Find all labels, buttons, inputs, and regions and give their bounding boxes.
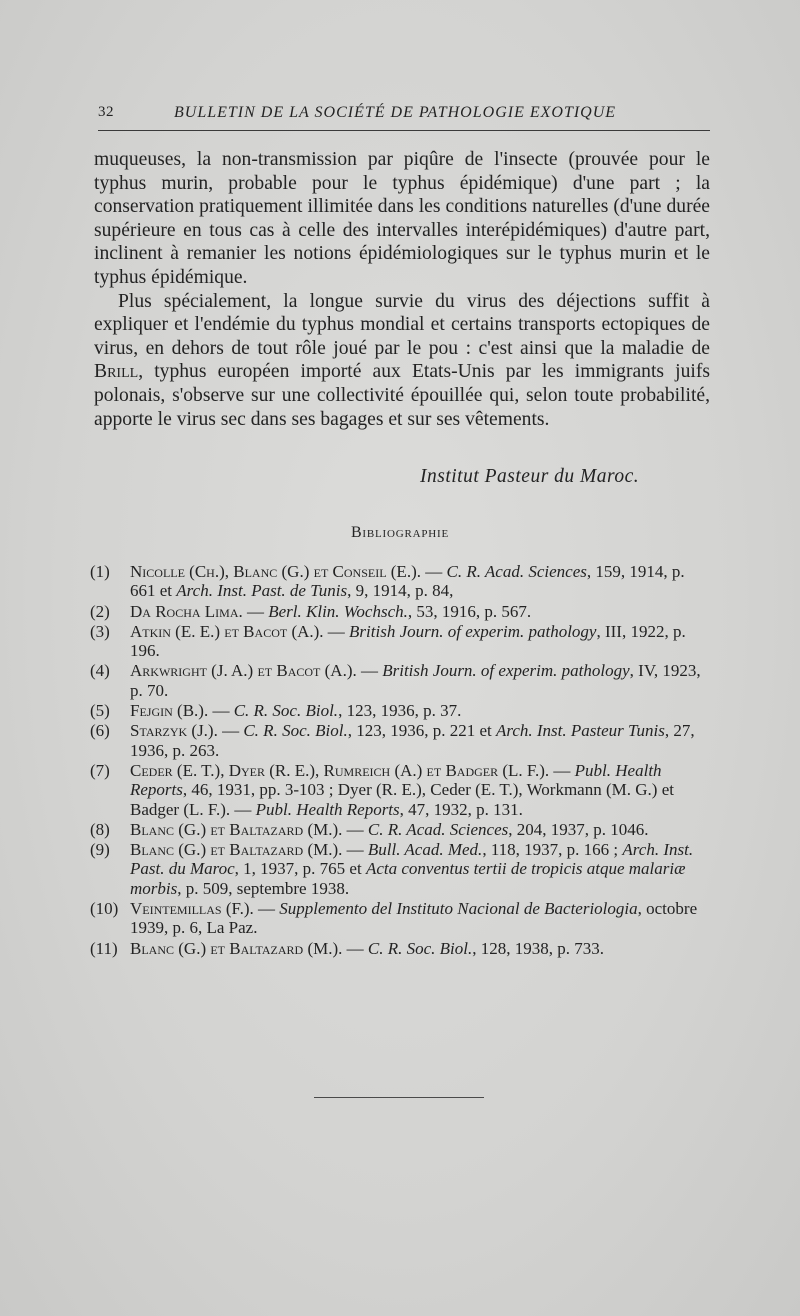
reference-item bbox=[90, 820, 712, 839]
reference-number: (8) bbox=[90, 819, 110, 839]
reference-journal: Publ. Health Reports bbox=[130, 760, 662, 800]
reference-journal: Bull. Acad. Med. bbox=[367, 840, 483, 860]
reference-details-2: , 1, 1937, p. 765 et bbox=[234, 859, 366, 879]
reference-details-2: , 9, 1914, p. 84, bbox=[347, 581, 454, 601]
reference-details: , 128, 1938, p. 733. bbox=[472, 938, 604, 958]
paragraph-2-name: Brill bbox=[94, 361, 139, 383]
reference-authors: Blanc (G.) et Baltazard (M.). — bbox=[130, 819, 368, 839]
header-rule bbox=[98, 130, 710, 131]
reference-number: (7) bbox=[90, 760, 110, 780]
paragraph-2-before: Plus spécialement, la longue survie du virus des déjections suffit à expliquer et l'endémie du typhus mondial et certains transports ectopiques de virus, en dehors de tout rôle joué par le pou : c'est ainsi que la maladie de bbox=[94, 290, 710, 359]
end-rule bbox=[314, 1097, 484, 1098]
reference-details-2: , 27, 1936, p. 263. bbox=[130, 721, 695, 760]
paragraph-1: muqueuses, la non-transmission par piqûre de l'insecte (prouvée pour le typhus murin, probable pour le typhus épidémique) d'une part ; la conservation pratiquement illimitée dans les conditions naturelles (d'une durée supérieure en tous cas à celle des intervalles interépidémiques) d'autre part, inclinent à remanier les notions épidémiologiques sur le typhus murin et le typhus épidémique. bbox=[94, 149, 710, 288]
reference-journal-2: Publ. Health Reports bbox=[255, 799, 400, 819]
reference-details: , 46, 1931, pp. 3-103 ; Dyer (R. E.), Ceder (E. T.), Workmann (M. G.) et Badger (L. F.). — bbox=[130, 780, 674, 819]
reference-number: (1) bbox=[90, 562, 110, 581]
reference-details: , 123, 1936, p. 221 et bbox=[347, 721, 496, 741]
body-text bbox=[94, 148, 710, 431]
reference-item bbox=[90, 602, 712, 621]
reference-item bbox=[90, 840, 712, 898]
reference-details: , 159, 1914, p. 661 et bbox=[130, 562, 685, 601]
reference-item bbox=[90, 701, 712, 720]
reference-number: (4) bbox=[90, 661, 110, 681]
reference-authors: Blanc (G.) et Baltazard (M.). — bbox=[130, 938, 368, 958]
reference-authors: Da Rocha Lima. — bbox=[130, 601, 269, 621]
reference-journal: British Journ. of experim. pathology bbox=[349, 621, 597, 641]
reference-number: (3) bbox=[90, 621, 110, 641]
reference-item bbox=[90, 761, 712, 819]
reference-journal: C. R. Soc. Biol. bbox=[243, 721, 348, 741]
reference-journal-3: Acta conventus tertii de tropicis atque malariæ morbis bbox=[130, 859, 686, 898]
bibliography-heading: Bibliographie bbox=[350, 524, 450, 541]
reference-details: , IV, 1923, p. 70. bbox=[130, 661, 701, 700]
reference-item bbox=[90, 661, 712, 700]
reference-journal-2: Arch. Inst. Past. de Tunis bbox=[176, 581, 348, 601]
reference-journal: C. R. Acad. Sciences bbox=[446, 562, 587, 581]
reference-authors: Blanc (G.) et Baltazard (M.). — bbox=[130, 840, 368, 860]
page-header bbox=[98, 104, 710, 130]
reference-item bbox=[90, 939, 712, 958]
reference-details-3: , p. 509, septembre 1938. bbox=[177, 878, 350, 898]
reference-authors: Nicolle (Ch.), Blanc (G.) et Conseil (E.). — bbox=[130, 562, 447, 581]
page-number: 32 bbox=[98, 104, 114, 120]
reference-item bbox=[90, 562, 712, 601]
reference-item bbox=[90, 899, 712, 938]
reference-details-2: , 47, 1932, p. 131. bbox=[399, 799, 523, 819]
reference-authors: Atkin (E. E.) et Bacot (A.). — bbox=[130, 621, 350, 641]
reference-journal: Berl. Klin. Wochsch. bbox=[268, 601, 408, 621]
reference-item bbox=[90, 622, 712, 661]
reference-authors: Starzyk (J.). — bbox=[130, 721, 244, 741]
reference-details: , 53, 1916, p. 567. bbox=[407, 601, 532, 621]
reference-number: (6) bbox=[90, 721, 110, 741]
reference-journal: British Journ. of experim. pathology bbox=[382, 661, 630, 681]
reference-authors: Veintemillas (F.). — bbox=[130, 899, 280, 919]
reference-details: , 204, 1937, p. 1046. bbox=[508, 819, 649, 839]
reference-journal: C. R. Soc. Biol. bbox=[233, 701, 339, 721]
reference-journal-2: Arch. Inst. Pasteur Tunis bbox=[495, 721, 665, 741]
running-head: BULLETIN DE LA SOCIÉTÉ DE PATHOLOGIE EXOTIQUE bbox=[174, 104, 617, 121]
reference-authors: Arkwright (J. A.) et Bacot (A.). — bbox=[130, 661, 383, 681]
reference-journal: Supplemento del Instituto Nacional de Bacteriologia bbox=[279, 899, 638, 919]
signature: Institut Pasteur du Maroc. bbox=[420, 466, 640, 487]
reference-details: , 123, 1936, p. 37. bbox=[338, 701, 462, 721]
bibliography-list bbox=[90, 562, 712, 959]
reference-journal-2: Arch. Inst. Past. du Maroc bbox=[130, 840, 694, 879]
reference-details: , octobre 1939, p. 6, La Paz. bbox=[130, 899, 698, 938]
reference-journal: C. R. Acad. Sciences bbox=[367, 819, 509, 839]
reference-number: (11) bbox=[90, 938, 118, 958]
reference-details: , III, 1922, p. 196. bbox=[130, 621, 686, 661]
reference-authors: Ceder (E. T.), Dyer (R. E.), Rumreich (A.) et Badger (L. F.). — bbox=[130, 760, 575, 780]
reference-number: (5) bbox=[90, 701, 110, 721]
paragraph-2-after: , typhus européen importé aux Etats-Unis par les immigrants juifs polonais, s'observe sur une collectivité épouillée qui, selon toute probabilité, apporte le virus sec dans ses bagages et sur ses vêtements. bbox=[94, 361, 710, 430]
reference-details: , 118, 1937, p. 166 ; bbox=[482, 840, 623, 860]
reference-journal: C. R. Soc. Biol. bbox=[367, 938, 473, 958]
paragraph-2 bbox=[94, 290, 710, 432]
reference-authors: Fejgin (B.). — bbox=[130, 701, 234, 721]
reference-number: (2) bbox=[90, 601, 110, 621]
reference-item bbox=[90, 721, 712, 760]
reference-number: (9) bbox=[90, 840, 110, 860]
reference-number: (10) bbox=[90, 899, 119, 919]
